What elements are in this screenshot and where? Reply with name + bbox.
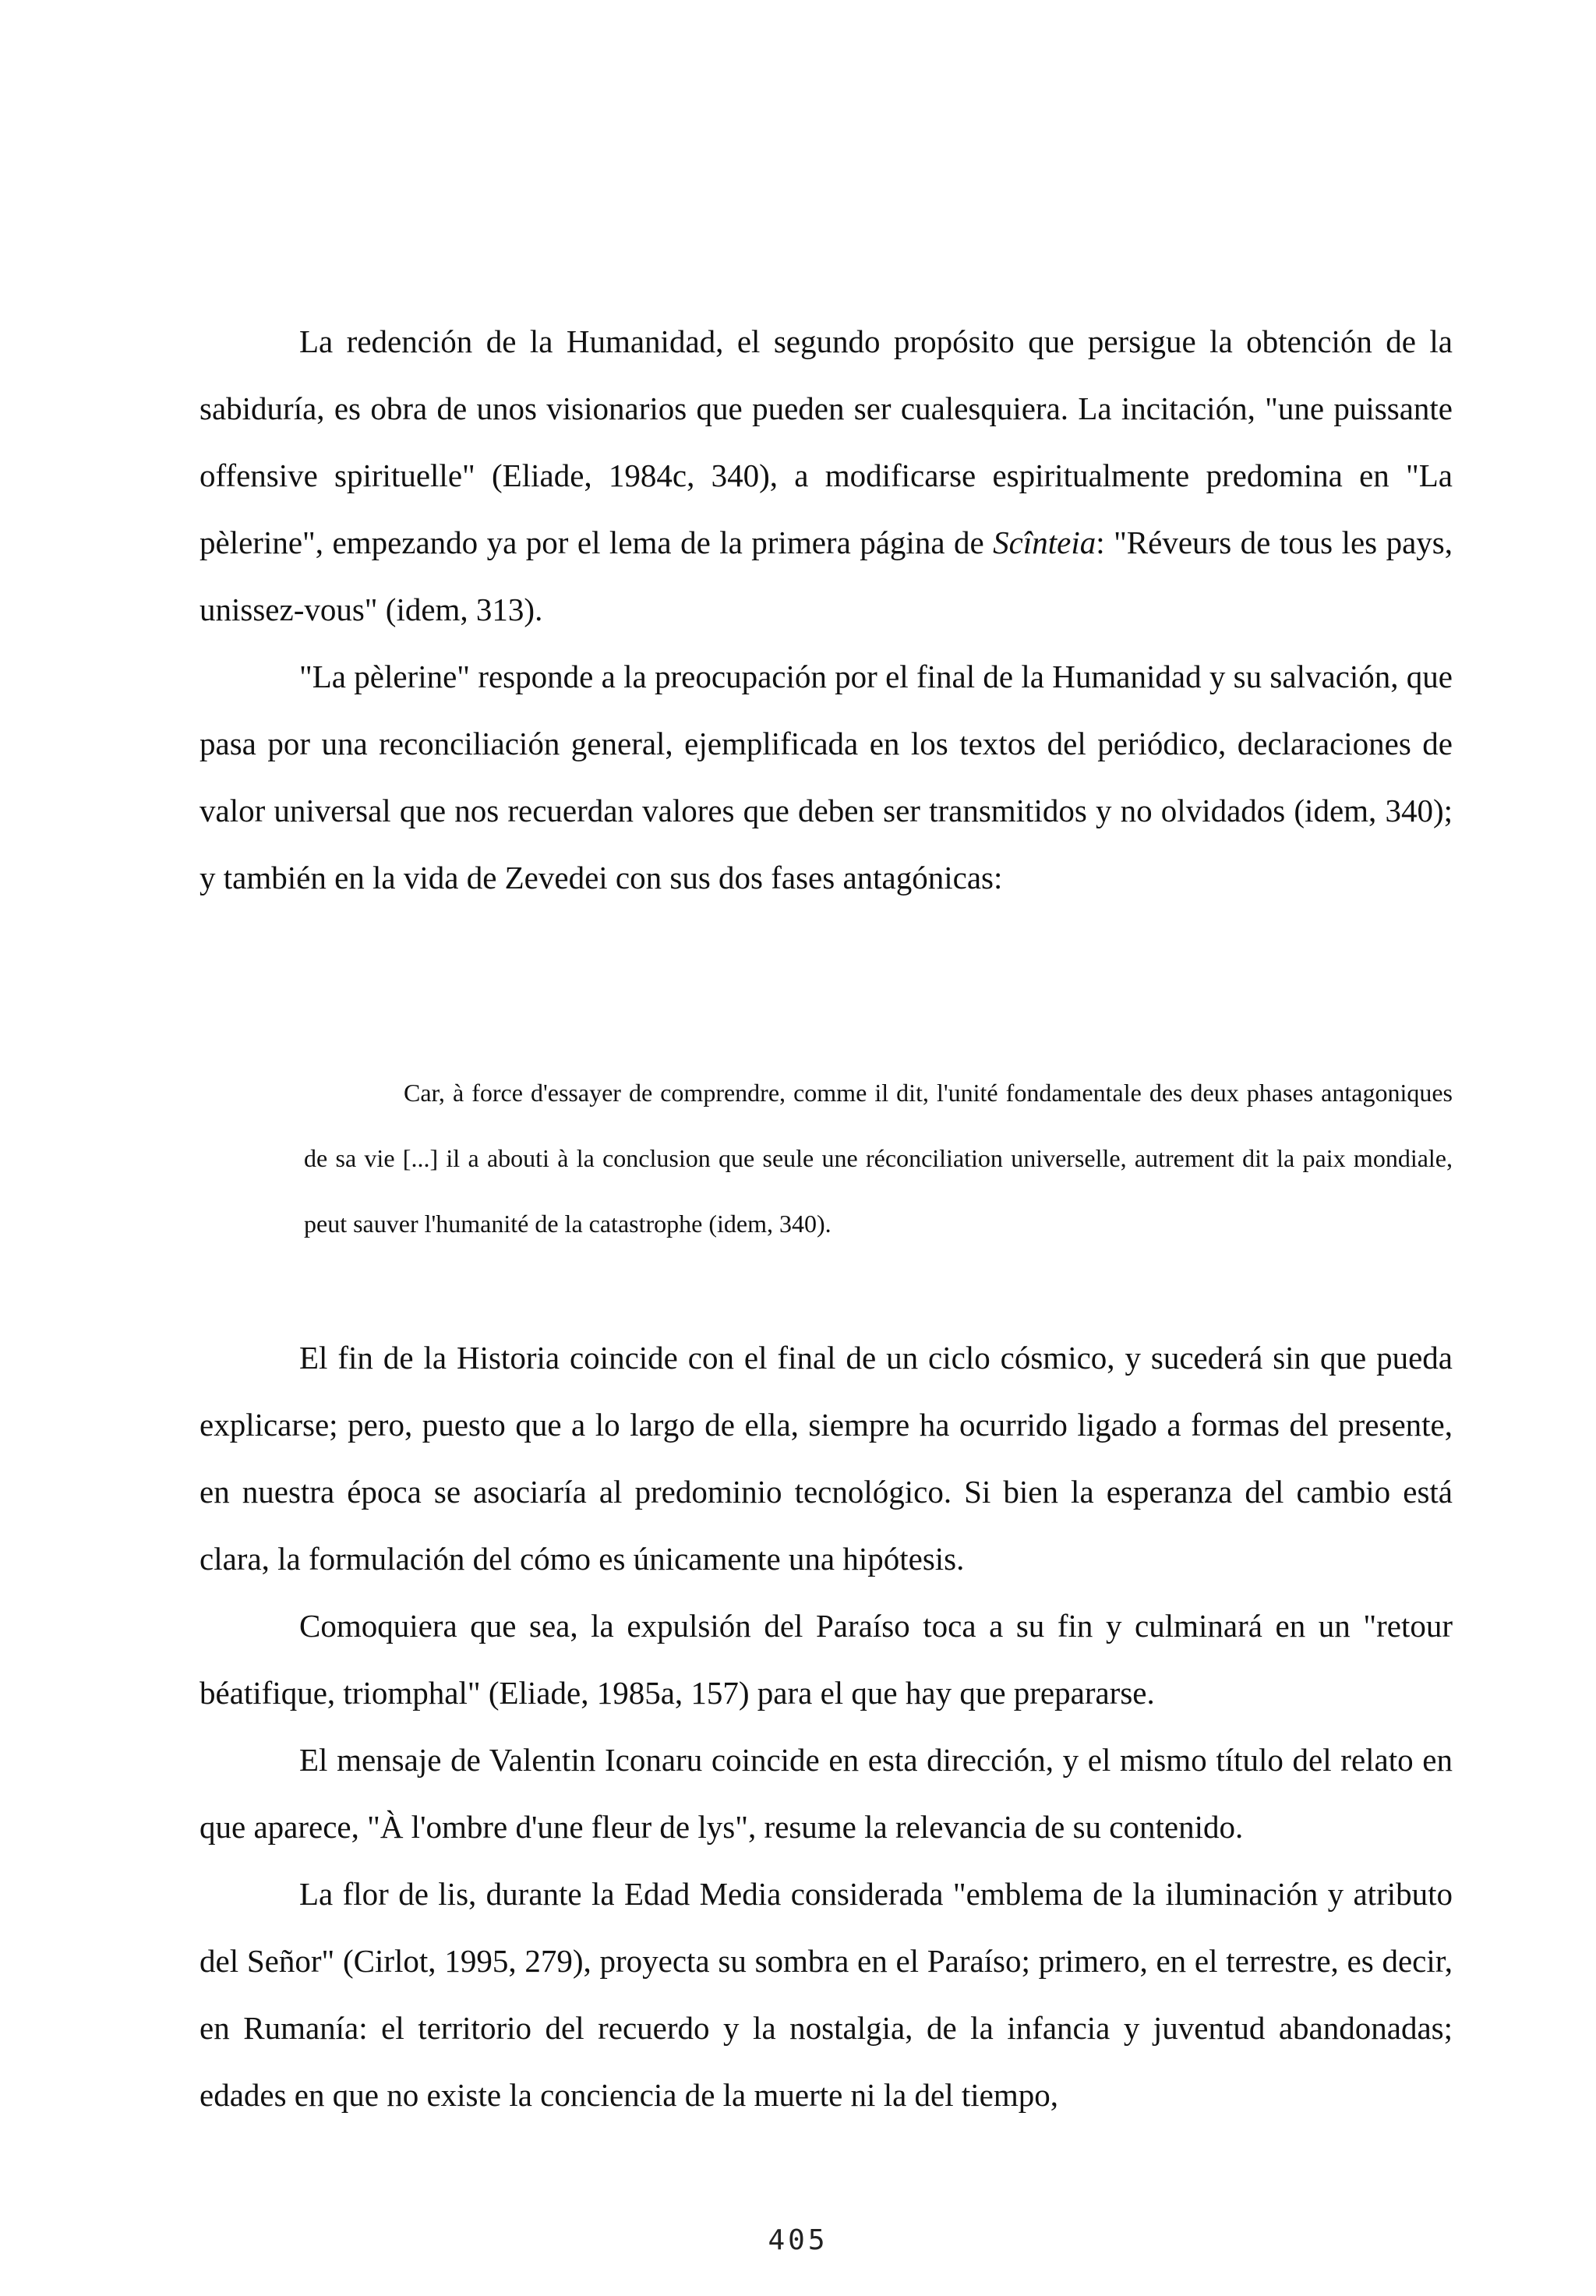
- paragraph-pelerine: "La pèlerine" responde a la preocupación por el final de la Humanidad y su salvación, que pasa por una reconciliación general, ejemplificada en los textos del periódico, declaraciones de valor universal que nos recuerdan valores que deben ser transmitidos y no olvidados (idem, 340); y también en la vida de Zevedei con sus dos fases antagónicas:: [200, 659, 1453, 895]
- paragraph-iconaru: El mensaje de Valentin Iconaru coincide en esta dirección, y el mismo título del relato en que aparece, "À l'ombre d'une fleur de lys", resume la relevancia de su contenido.: [200, 1742, 1453, 1845]
- paragraph-fin-historia: El fin de la Historia coincide con el final de un ciclo cósmico, y sucederá sin que pueda explicarse; pero, puesto que a lo largo de ella, siempre ha ocurrido ligado a formas del presente, en nuestra época se asociaría al predominio tecnológico. Si bien la esperanza del cambio está clara, la formulación del cómo es únicamente una hipótesis.: [200, 1340, 1453, 1577]
- paragraph-redencion: [200, 308, 1453, 643]
- body-text-upper: [200, 308, 1453, 911]
- scinteia-title: Scînteia: [993, 525, 1096, 560]
- page-number: 405: [768, 2224, 828, 2256]
- quote-text: Car, à force d'essayer de comprendre, comme il dit, l'unité fondamentale des deux phases antagoniques de sa vie [...] il a abouti à la conclusion que seule une réconciliation universelle, autrement dit la paix mondiale, peut sauver l'humanité de la catastrophe (idem, 340).: [304, 1079, 1453, 1238]
- paragraph-flor-de-lis: La flor de lis, durante la Edad Media considerada "emblema de la iluminación y atributo del Señor" (Cirlot, 1995, 279), proyecta su sombra en el Paraíso; primero, en el terrestre, es decir, en Rumanía: el territorio del recuerdo y la nostalgia, de la infancia y juventud abandonadas; edades en que no existe la conciencia de la muerte ni la del tiempo,: [200, 1876, 1453, 2113]
- paragraph-redencion-rest: : "Réveurs de tous les pays, unissez-vous" (idem, 313).: [200, 525, 1453, 627]
- paragraph-comoquiera: Comoquiera que sea, la expulsión del Paraíso toca a su fin y culminará en un "retour béatifique, triomphal" (Eliade, 1985a, 157) para el que hay que prepararse.: [200, 1608, 1453, 1711]
- block-quote: [304, 1060, 1453, 1256]
- body-text-lower: [200, 1324, 1453, 2128]
- paragraph-redencion-text: La redención de la Humanidad, el segundo propósito que persigue la obtención de la sabiduría, es obra de unos visionarios que pueden ser cualesquiera. La incitación, "une puissante offensive spirituelle" (Eliade, 1984c, 340), a modificarse espiritualmente predomina en "La pèlerine", empezando ya por el lema de la primera página de: [200, 323, 1453, 560]
